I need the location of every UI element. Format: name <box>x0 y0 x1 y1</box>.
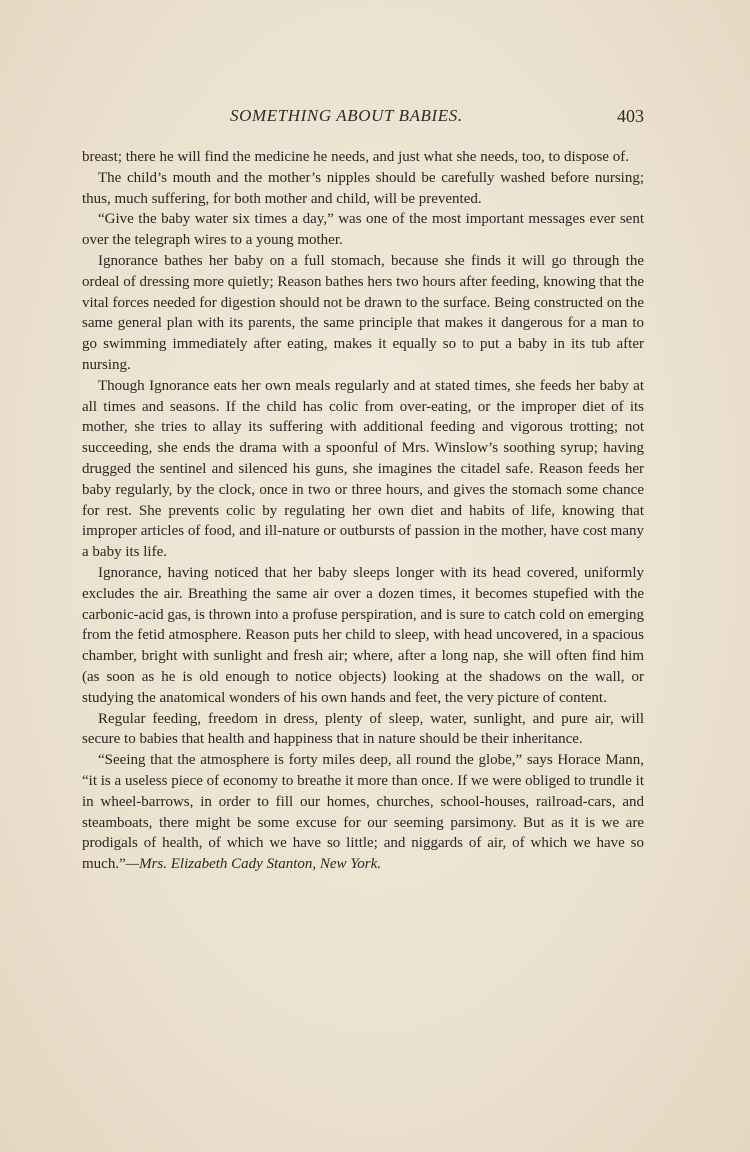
paragraph-7: Regular feeding, freedom in dress, plenty of sleep, water, sunlight, and pure air, will secure to babies that health and happiness that in nature should be their inheritance. <box>82 710 644 748</box>
chapter-title: SOMETHING ABOUT BABIES. <box>230 106 463 125</box>
running-head <box>82 106 644 130</box>
paragraph-5: Though Ignorance eats her own meals regularly and at stated times, she feeds her baby at all times and seasons. If the child has colic from over-eating, or the improper diet of its mother, she tries to allay its suffering with additional feeding and vigorous trotting; not succeeding, she ends the drama with a spoonful of Mrs. Winslow’s soothing syrup; having drugged the sentinel and silenced his guns, she imagines the citadel safe. Reason feeds her baby regularly, by the clock, once in two or three hours, and gives the stomach some chance for rest. She prevents colic by regulating her own diet and habits of life, knowing that improper articles of food, and ill-nature or outbursts of passion in the mother, have cost many a baby its life. <box>82 377 644 561</box>
quotation-text: “Seeing that the atmosphere is forty miles deep, all round the globe,” says Horace Mann, “it is a useless piece of economy to breathe it more than once. If we were obliged to trundle it in wheel-barrows, in order to fill our homes, churches, school-houses, railroad-cars, and steamboats, there might be some excuse for our seeming parsimony. But as it is we are prodigals of health, of which we have so little; and niggards of air, of which we have so much.” <box>82 752 644 873</box>
page-number: 403 <box>617 106 644 126</box>
paragraph-1: breast; there he will find the medicine he needs, and just what she needs, too, to dispose of. <box>82 149 629 165</box>
paragraph-4: Ignorance bathes her baby on a full stomach, because she finds it will go through the ordeal of dressing more quietly; Reason bathes hers two hours after feeding, knowing that the vital forces needed for digestion should not be drawn to the surface. Being constructed on the same general plan with its parents, the same principle that makes it dangerous for a man to go swimming immediately after eating, makes it equally so to put a baby in its tub after nursing. <box>82 252 644 373</box>
paragraph-6: Ignorance, having noticed that her baby sleeps longer with its head covered, uniformly excludes the air. Breathing the same air over a dozen times, it becomes stupefied with the carbonic-acid gas, is thrown into a profuse perspiration, and is sure to catch cold on emerging from the fetid atmosphere. Reason puts her child to sleep, with head uncovered, in a spacious chamber, bright with sunlight and fresh air; where, after a long nap, she will often find him (as soon as he is old enough to notice objects) looking at the shadows on the wall, or studying the anatomical wonders of his own hands and feet, the very picture of content. <box>82 564 644 706</box>
attribution: —Mrs. Elizabeth Cady Stanton, New York. <box>125 856 382 873</box>
paragraph-2: The child’s mouth and the mother’s nipples should be carefully washed before nursing; thus, much suffering, for both mother and child, will be prevented. <box>82 169 644 207</box>
paragraph-3: “Give the baby water six times a day,” was one of the most important messages ever sent over the telegraph wires to a young mother. <box>82 211 644 249</box>
paragraph-8 <box>82 750 644 875</box>
body-text <box>82 147 644 875</box>
